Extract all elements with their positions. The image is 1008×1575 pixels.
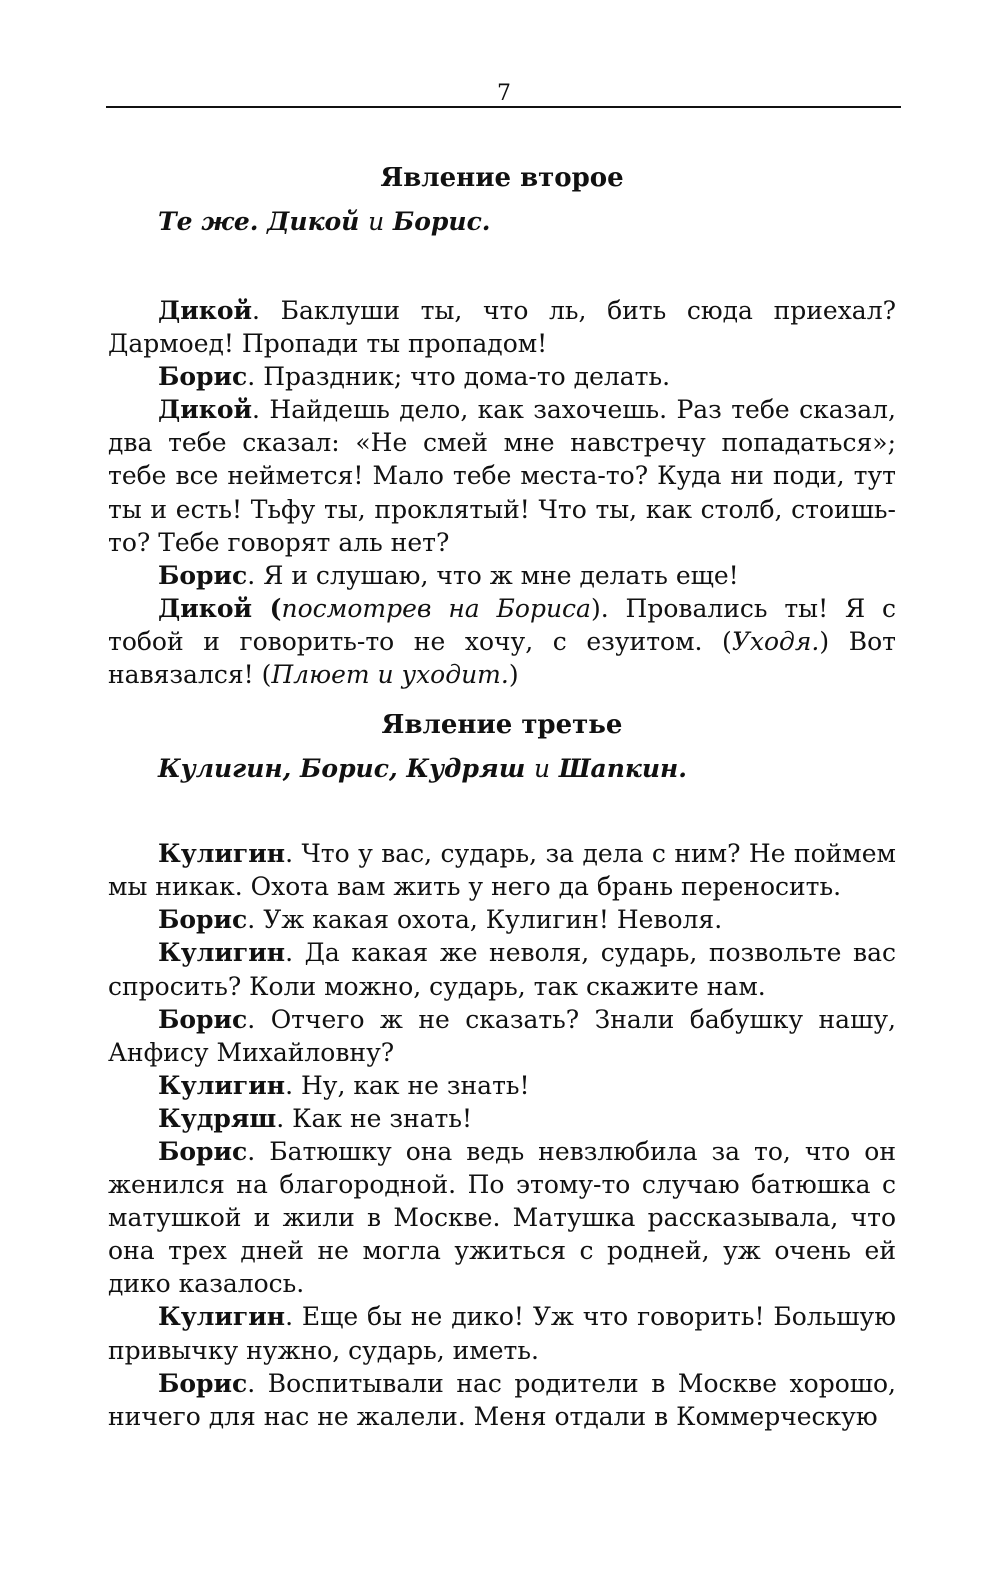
speaker-name: Кулигин [158,938,286,968]
header-rule [106,106,901,108]
speaker-name: Борис [158,1368,248,1398]
dialogue-line [108,592,896,691]
page-body [108,158,896,1433]
line-text: . Уж какая охота, Кулигин! Неволя. [247,905,723,935]
speaker-name: Дикой [158,296,253,325]
line-text: . Ну, как не знать! [285,1070,530,1100]
speaker-name: Кулигин [158,839,286,869]
line-text: . Что у вас, сударь, за дела с ним? Не поймем мы никак. Охота вам жить у него да брань переносить. [108,839,896,902]
cast-names: Те же. Дикой [158,207,360,236]
dialogue-line [108,1367,896,1433]
scene-title: Явление второе [380,163,624,193]
dialogue-line [108,837,896,903]
line-text: . Батюшку она ведь невзлюбила за то, что он женился на благородной. По этому-то случаю батюшка с матушкой и жили в Москве. Матушка рассказывала, что она трех дней не могла ужиться с родней, уж очень ей дико казалось. [108,1136,896,1299]
scene-cast [108,749,896,789]
line-text: . Отчего ж не сказать? Знали бабушку нашу, Анфису Михайловну? [108,1004,896,1067]
line-text: . Еще бы не дико! Уж что говорить! Большую привычку нужно, сударь, иметь. [108,1302,896,1365]
dialogue-line [108,1135,896,1300]
dialogue-line [108,1300,896,1366]
line-text: . Баклуши ты, что ль, бить сюда приехал? Дармоед! Пропади ты пропадом! [108,296,896,359]
line-text: . Найдешь дело, как захочешь. Раз тебе сказал, два тебе сказал: «Не смей мне навстречу попадаться»; тебе все неймется! Мало тебе места-то? Куда ни поди, тут ты и есть! Тьфу ты, проклятый! Что ты, как столб, стоишь-то? Тебе говорят аль нет? [108,395,896,557]
line-text: ( [252,593,282,623]
line-text: ). Провались ты! Я с тобой и говорить-то не хочу, с езуитом. ( [108,593,896,656]
line-text: . Как не знать! [276,1103,473,1133]
line-text: . Праздник; что дома-то делать. [247,362,671,392]
line-text: . Да какая же неволя, сударь, позвольте вас спросить? Коли можно, сударь, так скажите нам. [108,938,896,1001]
dialogue-line [108,294,896,360]
page-number: 7 [497,81,511,106]
speaker-name: Борис [158,362,248,392]
speaker-name: Борис [158,560,248,590]
line-text: . Я и слушаю, что ж мне делать еще! [247,560,739,590]
line-text: ) Вот навязался! ( [108,626,896,690]
scene-cast [108,202,896,242]
speaker-name: Борис [158,1136,248,1166]
speaker-name: Кулигин [158,1302,286,1332]
speaker-name: Кудряш [158,1103,277,1133]
speaker-name: Кулигин [158,1070,286,1100]
stage-direction: Уходя. [731,626,820,656]
line-text: . Воспитывали нас родители в Москве хорошо, ничего для нас не жалели. Меня отдали в Коммерческую [108,1368,896,1431]
dialogue-line [108,903,896,936]
dialogue-line [108,393,896,558]
dialogue-line [108,559,896,592]
speaker-name: Борис [158,1004,248,1034]
cast-conjunction: и [534,754,551,784]
scene-gap [108,691,896,705]
speaker-name: Борис [158,905,248,935]
dialogue-line [108,1102,896,1135]
line-text: ) [508,660,519,690]
stage-direction: Плюет и уходит. [271,660,509,690]
scene-title: Явление третье [381,710,623,741]
dialogue-line [108,1069,896,1102]
cast-names: Шапкин. [558,754,687,784]
dialogue-line [108,936,896,1002]
cast-names: Борис. [392,207,491,236]
dialogue-line [108,1003,896,1069]
stage-direction: посмотрев на Бориса [281,593,591,623]
cast-conjunction: и [368,207,385,236]
dialogue-line [108,360,896,393]
cast-names: Кулигин, Борис, Кудряш [158,754,526,784]
speaker-name: Дикой [158,593,253,623]
speaker-name: Дикой [158,395,253,425]
